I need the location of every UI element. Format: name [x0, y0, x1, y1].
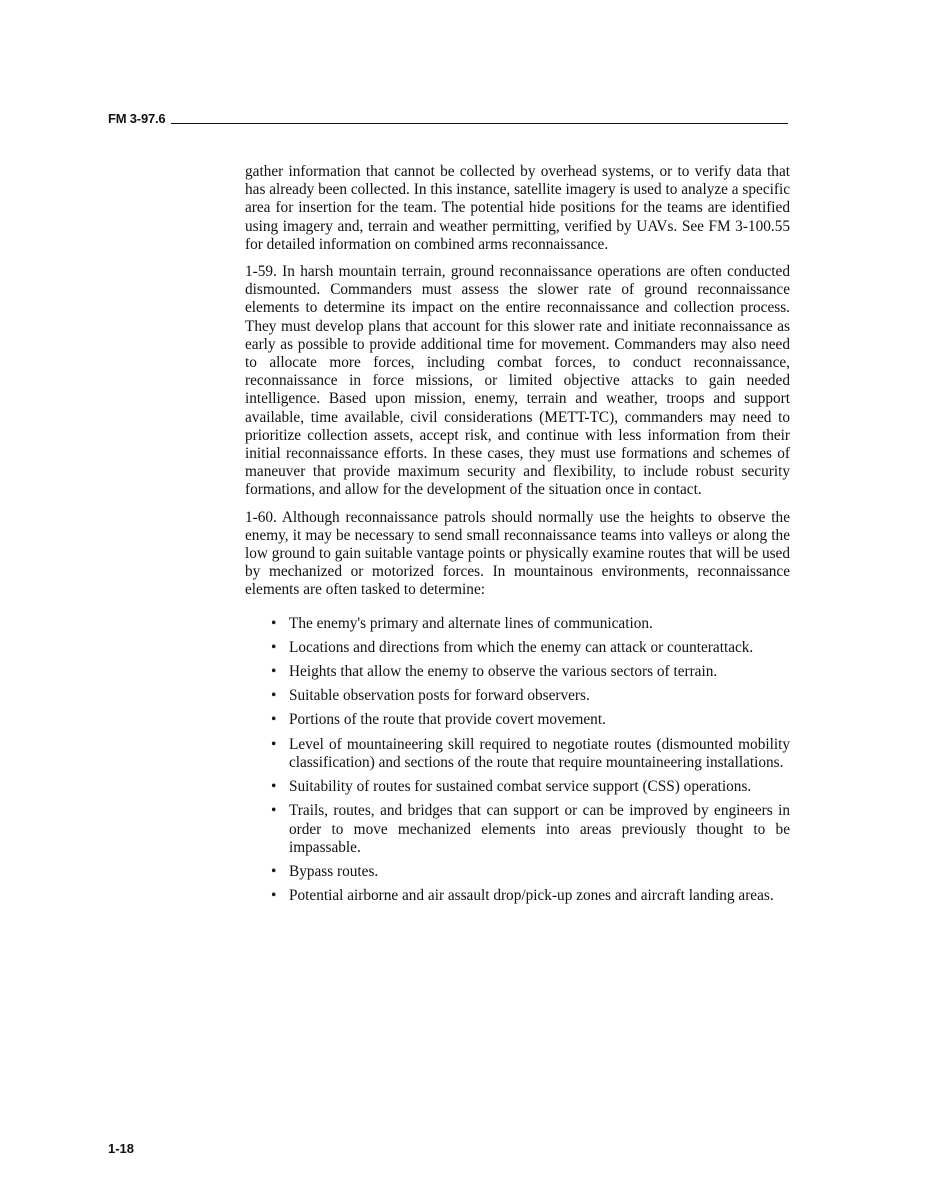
bullet-icon: • [271, 887, 277, 905]
list-item-text: Suitability of routes for sustained combat service support (CSS) operations. [289, 778, 752, 796]
list-item-text: Locations and directions from which the enemy can attack or counterattack. [289, 638, 754, 656]
list-item-text: Heights that allow the enemy to observe the various sectors of terrain. [289, 663, 718, 681]
list-item [245, 802, 790, 857]
page-number: 1-18 [108, 1141, 135, 1156]
list-item [245, 863, 790, 881]
list-item [245, 711, 790, 729]
paragraph-1-59: 1-59. In harsh mountain terrain, ground reconnaissance operations are often conducted dismounted. Commanders must assess the slower rate of ground reconnaissance elements to determine its impact on the entire reconnaissance and collection process. They must develop plans that account for this slower rate and initiate reconnaissance as early as possible to provide additional time for movement. Commanders may also need to allocate more forces, including combat forces, to conduct reconnaissance, reconnaissance in force missions, or limited objective attacks to gain needed intelligence. Based upon mission, enemy, terrain and weather, troops and support available, time available, civil considerations (METT-TC), commanders may need to prioritize collection assets, accept risk, and continue with less information from their initial reconnaissance efforts. In these cases, they must use formations and schemes of maneuver that provide maximum security and flexibility, to include robust security formations, and allow for the development of the situation once in contact. [245, 263, 790, 499]
paragraph-continuation: gather information that cannot be collected by overhead systems, or to verify data that has already been collected. In this instance, satellite imagery is used to analyze a specific area for insertion for the team. The potential hide positions for the teams are identified using imagery and, terrain and weather permitting, verified by UAVs. See FM 3-100.55 for detailed information on combined arms reconnaissance. [245, 163, 790, 253]
running-header [108, 110, 788, 126]
bullet-icon: • [271, 711, 277, 729]
list-item [245, 778, 790, 796]
bullet-icon: • [271, 663, 277, 681]
list-item [245, 663, 790, 681]
bullet-icon: • [271, 614, 277, 632]
list-item [245, 887, 790, 905]
list-item-text: Level of mountaineering skill required to negotiate routes (dismounted mobility classification) and sections of the route that require mountaineering installations. [289, 735, 790, 771]
paragraph-1-60: 1-60. Although reconnaissance patrols should normally use the heights to observe the enemy, it may be necessary to send small reconnaissance teams into valleys or along the low ground to gain suitable vantage points or physically examine routes that will be used by mechanized or motorized forces. In mountainous environments, reconnaissance elements are often tasked to determine: [245, 508, 790, 599]
list-item [245, 687, 790, 705]
main-text [245, 163, 790, 911]
list-item-text: Trails, routes, and bridges that can support or can be improved by engineers in order to move mechanized elements into areas previously thought to be impassable. [289, 802, 790, 856]
list-item-text: Potential airborne and air assault drop/pick-up zones and aircraft landing areas. [289, 887, 774, 905]
bullet-icon: • [271, 638, 277, 656]
manual-id: FM 3-97.6 [108, 111, 166, 126]
bullet-icon: • [271, 735, 277, 753]
bullet-icon: • [271, 687, 277, 705]
determine-list [245, 615, 790, 906]
header-rule [171, 123, 788, 124]
list-item [245, 615, 790, 633]
bullet-icon: • [271, 802, 277, 820]
list-item-text: Portions of the route that provide covert movement. [289, 711, 606, 729]
list-item [245, 736, 790, 772]
list-item-text: The enemy's primary and alternate lines of communication. [289, 614, 653, 632]
list-item-text: Bypass routes. [289, 862, 379, 880]
list-item [245, 639, 790, 657]
bullet-icon: • [271, 862, 277, 880]
list-item-text: Suitable observation posts for forward observers. [289, 687, 590, 705]
bullet-icon: • [271, 778, 277, 796]
